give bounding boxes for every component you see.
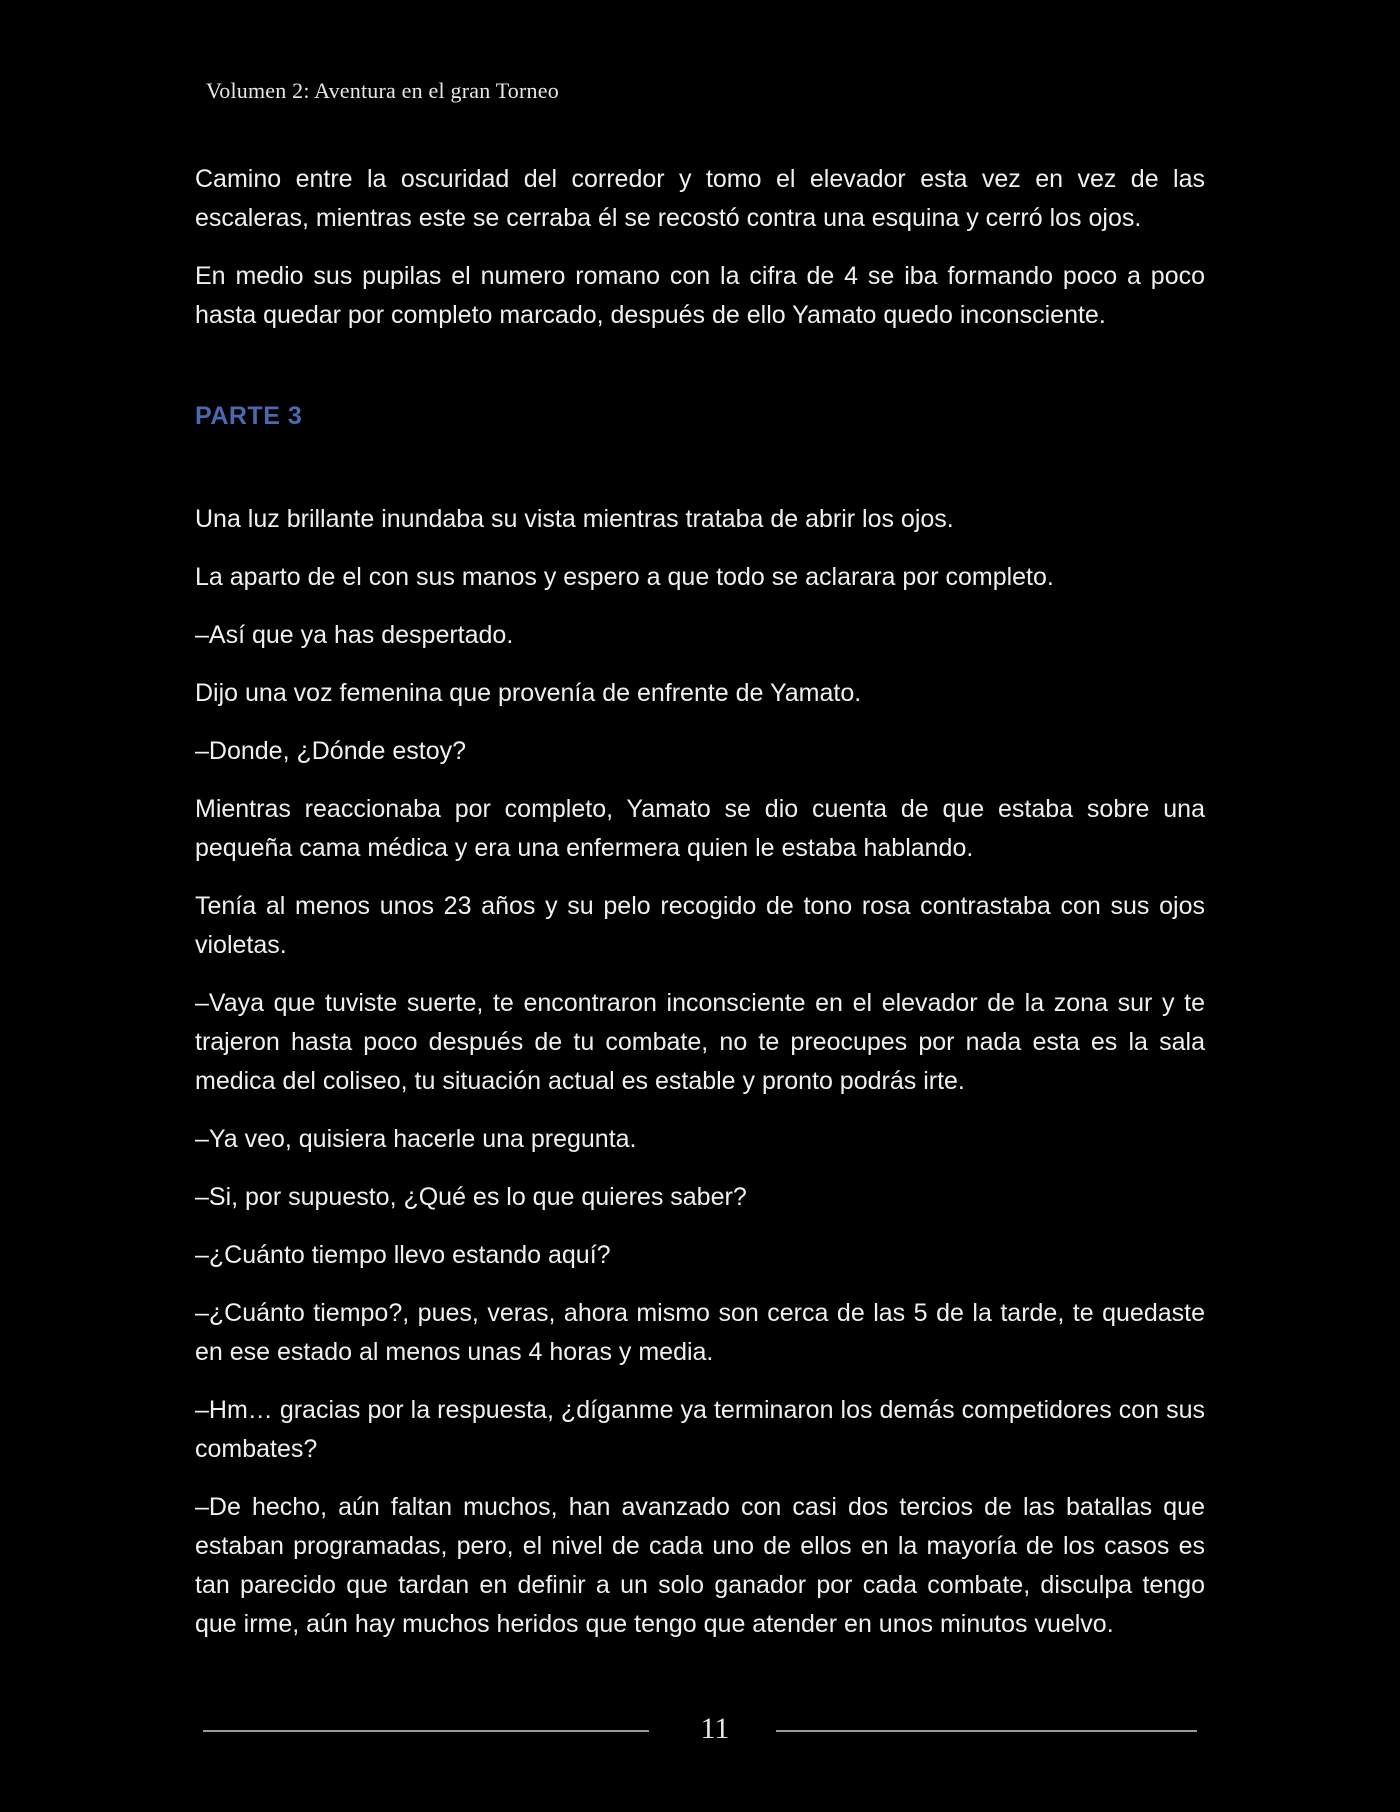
paragraph: Tenía al menos unos 23 años y su pelo recogido de tono rosa contrastaba con sus ojos violetas. [195, 892, 1205, 959]
paragraph: Mientras reaccionaba por completo, Yamato se dio cuenta de que estaba sobre una pequeña cama médica y era una enfermera quien le estaba hablando. [195, 795, 1205, 862]
section-a [195, 160, 1205, 354]
paragraph: La aparto de el con sus manos y espero a que todo se aclarara por completo. [195, 563, 1054, 591]
dialogue-line: –De hecho, aún faltan muchos, han avanzado con casi dos tercios de las batallas que estaban programadas, pero, el nivel de cada uno de ellos en la mayoría de los casos es tan parecido que tardan en definir a un solo ganador por cada combate, disculpa tengo que irme, aún hay muchos heridos que tengo que atender en unos minutos vuelvo. [195, 1493, 1205, 1638]
footer-rule-right [776, 1730, 1197, 1732]
section-b [195, 500, 1205, 1663]
paragraph: Camino entre la oscuridad del corredor y tomo el elevador esta vez en vez de las escaleras, mientras este se cerraba él se recostó contra una esquina y cerró los ojos. [195, 165, 1205, 232]
paragraph: En medio sus pupilas el numero romano con la cifra de 4 se iba formando poco a poco hasta quedar por completo marcado, después de ello Yamato quedo inconsciente. [195, 262, 1205, 329]
dialogue-line: –Si, por supuesto, ¿Qué es lo que quieres saber? [195, 1183, 747, 1211]
dialogue-line: –¿Cuánto tiempo?, pues, veras, ahora mismo son cerca de las 5 de la tarde, te quedaste en ese estado al menos unas 4 horas y media. [195, 1299, 1205, 1366]
section-heading: PARTE 3 [195, 402, 303, 430]
dialogue-line: –Hm… gracias por la respuesta, ¿díganme ya terminaron los demás competidores con sus combates? [195, 1396, 1205, 1463]
dialogue-line: –Vaya que tuviste suerte, te encontraron inconsciente en el elevador de la zona sur y te trajeron hasta poco después de tu combate, no te preocupes por nada esta es la sala medica del coliseo, tu situación actual es estable y pronto podrás irte. [195, 989, 1205, 1095]
dialogue-line: –Así que ya has despertado. [195, 621, 514, 649]
running-header: Volumen 2: Aventura en el gran Torneo [206, 78, 559, 103]
paragraph: Dijo una voz femenina que provenía de enfrente de Yamato. [195, 679, 862, 707]
paragraph: Una luz brillante inundaba su vista mientras trataba de abrir los ojos. [195, 505, 954, 533]
dialogue-line: –Donde, ¿Dónde estoy? [195, 737, 467, 765]
dialogue-line: –¿Cuánto tiempo llevo estando aquí? [195, 1241, 611, 1269]
dialogue-line: –Ya veo, quisiera hacerle una pregunta. [195, 1125, 637, 1153]
page-number: 11 [700, 1712, 730, 1745]
footer-rule-left [203, 1730, 649, 1732]
